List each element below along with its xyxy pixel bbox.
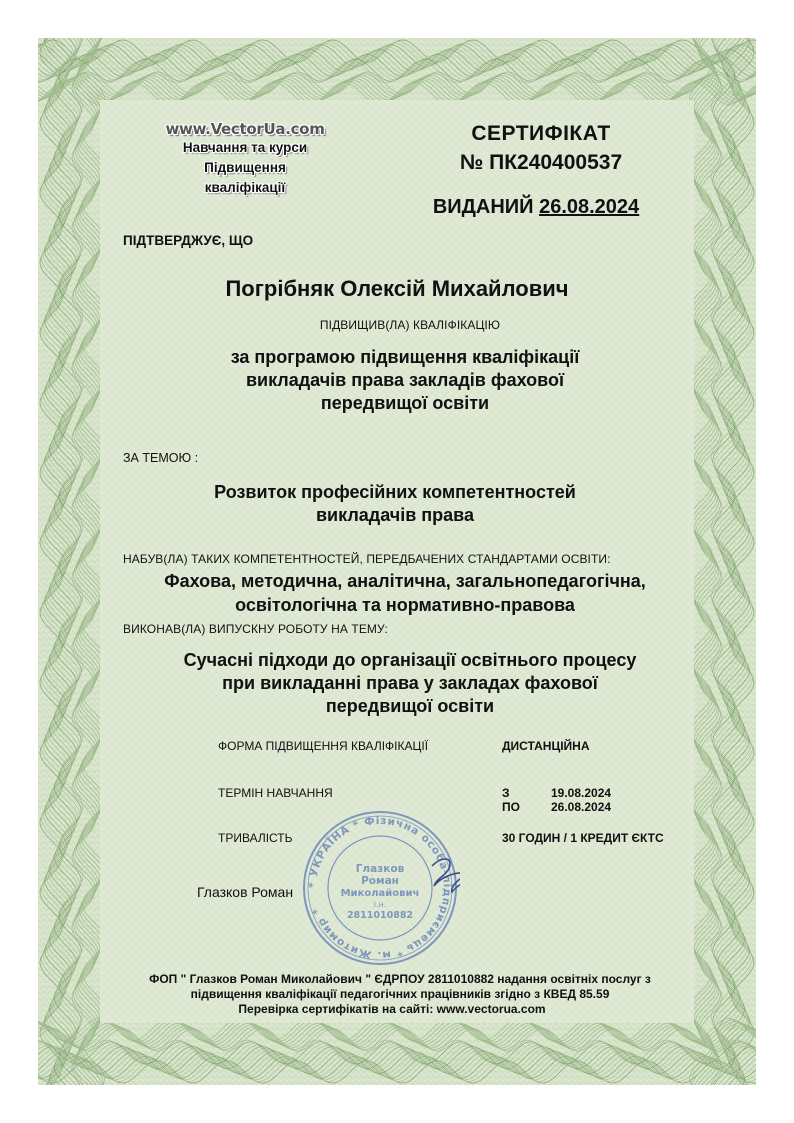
competences-line-1: Фахова, методична, аналітична, загальнопедагогічна, [164, 571, 646, 591]
competences-label: НАБУВ(ЛА) ТАКИХ КОМПЕТЕНТНОСТЕЙ, ПЕРЕДБАЧЕНИХ СТАНДАРТАМИ ОСВІТИ: [123, 552, 611, 566]
stamp-line-1: Глазков [355, 863, 405, 875]
topic-line-2: викладачів права [315, 505, 475, 525]
competences-line-2: освітологічна та нормативно-правова [235, 595, 575, 615]
final-work-line-2: при викладанні права у закладах фахової [222, 673, 598, 693]
stamp-ring-text: * УКРАЇНА * Фізична особа-підприємець * м. Житомир * [306, 814, 454, 962]
issued-date: 26.08.2024 [539, 196, 640, 218]
from-date: 19.08.2024 [551, 786, 612, 800]
certificate-title: СЕРТИФІКАТ [471, 122, 611, 145]
final-work-label: ВИКОНАВ(ЛА) ВИПУСКНУ РОБОТУ НА ТЕМУ: [123, 622, 388, 636]
confirms-label: ПІДТВЕРДЖУЄ, ЩО [123, 233, 254, 248]
logo-line-1: Навчання та курси [182, 140, 308, 155]
vectorua-logo [150, 120, 340, 198]
improved-label: ПІДВИЩИВ(ЛА) КВАЛІФІКАЦІЮ [319, 318, 501, 332]
duration-label: ТРИВАЛІСТЬ [218, 831, 293, 845]
issued-label: ВИДАНИЙ [432, 196, 534, 218]
from-label: З [502, 786, 510, 800]
topic-line-1: Розвиток професійних компетентностей [214, 482, 576, 502]
issued-line [433, 196, 639, 219]
to-label: ПО [502, 800, 520, 814]
signer-name: Глазков Роман [197, 884, 294, 900]
to-date: 26.08.2024 [551, 800, 612, 814]
topic-label: ЗА ТЕМОЮ : [123, 451, 199, 465]
footer-line-3: Перевірка сертифікатів на сайті: www.vectorua.com [238, 1002, 546, 1016]
certificate-number: № ПК240400537 [459, 151, 623, 174]
term-label: ТЕРМІН НАВЧАННЯ [218, 786, 333, 800]
footer-line-1: ФОП " Глазков Роман Миколайович " ЄДРПОУ 2811010882 надання освітніх послуг з [149, 972, 651, 986]
final-work-line-1: Сучасні підходи до організації освітнього процесу [183, 650, 637, 670]
program-line-2: викладачів права закладів фахової [245, 370, 565, 390]
official-stamp [300, 808, 460, 968]
logo-line-3: кваліфікації [204, 180, 286, 195]
logo-url: www.VectorUa.com [165, 120, 325, 138]
duration-value: 30 ГОДИН / 1 КРЕДИТ ЄКТС [502, 831, 664, 845]
program-line-3: передвищої освіти [320, 393, 490, 413]
final-work-line-3: передвищої освіти [325, 696, 495, 716]
form-value: ДИСТАНЦІЙНА [502, 739, 590, 753]
logo-line-2: Підвищення [204, 160, 286, 175]
stamp-line-4: і.н. [373, 900, 387, 909]
recipient-name: Погрібняк Олексій Михайлович [225, 276, 569, 301]
stamp-line-3: Миколайович [340, 888, 420, 899]
footer-line-2: підвищення кваліфікації педагогічних працівників згідно з КВЕД 85.59 [190, 987, 610, 1001]
form-label: ФОРМА ПІДВИЩЕННЯ КВАЛІФІКАЦІЇ [218, 739, 429, 753]
stamp-line-5: 2811010882 [346, 910, 414, 921]
program-line-1: за програмою підвищення кваліфікації [230, 347, 580, 367]
stamp-line-2: Роман [361, 875, 399, 887]
